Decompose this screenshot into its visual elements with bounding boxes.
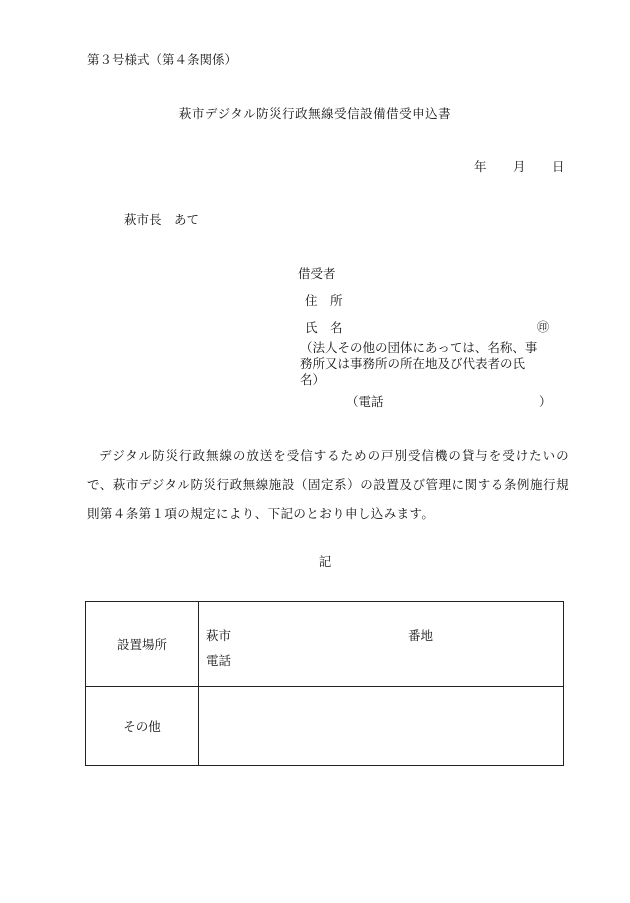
date-year-label: 年	[474, 159, 487, 174]
addressee: 萩市長 あて	[124, 212, 200, 227]
city-label: 萩市	[206, 628, 232, 643]
phone-label-open: （電話	[346, 394, 384, 409]
address-label: 住 所	[305, 293, 343, 308]
location-phone-label: 電話	[206, 653, 232, 668]
document-title: 萩市デジタル防災行政無線受信設備借受申込書	[178, 106, 452, 121]
corporation-note: （法人その他の団体にあっては、名称、事務所又は事務所の所在地及び代表者の氏名）	[300, 340, 538, 387]
name-label: 氏 名	[305, 320, 343, 335]
other-value[interactable]	[199, 686, 563, 765]
seal-mark: ㊞	[537, 320, 550, 334]
phone-label-close: ）	[539, 394, 552, 409]
other-row	[86, 686, 563, 765]
details-table	[85, 601, 564, 766]
installation-location-row	[86, 602, 563, 687]
installation-location-label: 設置場所	[86, 602, 199, 686]
date-month-label: 月	[513, 159, 526, 174]
banchi-label: 番地	[408, 628, 434, 643]
form-number: 第３号様式（第４条関係）	[87, 52, 238, 67]
date-day-label: 日	[552, 159, 565, 174]
other-label: その他	[86, 686, 199, 765]
installation-location-value[interactable]	[199, 602, 563, 686]
ki-heading: 記	[318, 554, 332, 569]
borrower-heading: 借受者	[298, 266, 336, 281]
application-body-text: デジタル防災行政無線の放送を受信するための戸別受信機の貸与を受けたいので、萩市デジタル防災行政無線施設（固定系）の設置及び管理に関する条例施行規則第４条第１項の規定により、下記のとおり申し込みます。	[87, 448, 569, 521]
